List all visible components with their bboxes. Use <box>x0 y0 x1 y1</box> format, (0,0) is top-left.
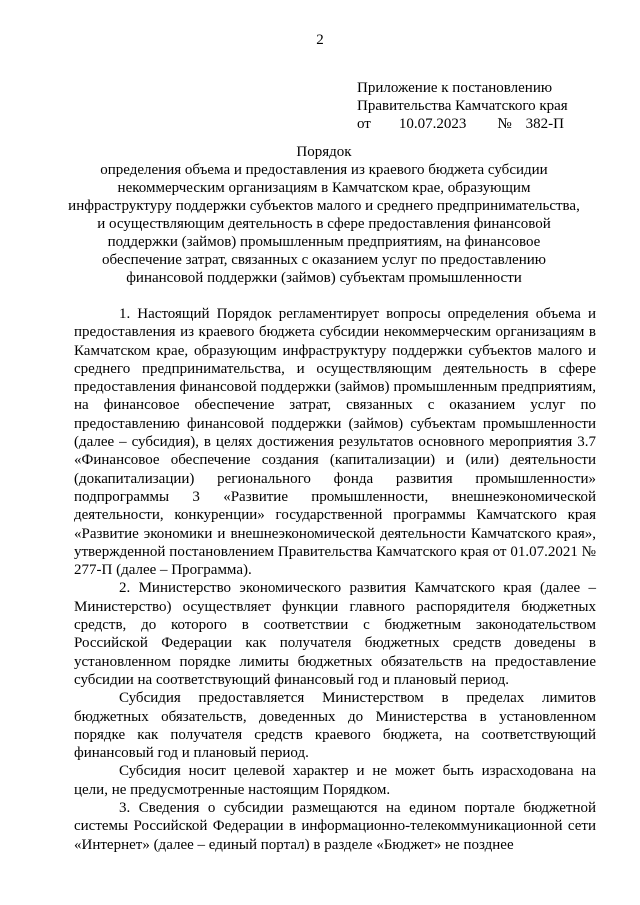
appendix-number-sign: № <box>497 116 512 132</box>
paragraph-2-subsidy-purpose: Субсидия носит целевой характер и не может быть израсходована на цели, не предусмотренные настоящим Порядком. <box>74 763 596 798</box>
appendix-from-label: от <box>357 116 371 132</box>
title-line: обеспечение затрат, связанных с оказанием услуг по предоставлению <box>102 252 546 268</box>
title-line: определения объема и предоставления из краевого бюджета субсидии <box>100 162 548 178</box>
paragraph-2-subsidy-limits: Субсидия предоставляется Министерством в пределах лимитов бюджетных обязательств, доведенных до Министерства в установленном порядке как получателя средств краевого бюджета, на соответствующий финансовый год и плановый период. <box>74 690 596 762</box>
paragraph-3: 3. Сведения о субсидии размещаются на едином портале бюджетной системы Российской Федерации в информационно-телекоммуникационной сети «Интернет» (далее – единый портал) в разделе «Бюджет» не позднее <box>74 800 596 853</box>
title-line: некоммерческим организациям в Камчатском крае, образующим <box>117 180 531 196</box>
appendix-number: 382-П <box>525 116 564 132</box>
appendix-header <box>357 79 607 133</box>
title-heading: Порядок <box>296 144 352 160</box>
paragraph-2: 2. Министерство экономического развития Камчатского края (далее – Министерство) осуществляет функции главного распорядителя бюджетных средств, до которого в соответствии с бюджетным законодательством Российской Федерации как получателя бюджетных средств доведены в установленном порядке лимиты бюджетных обязательств на предоставление субсидии на соответствующий финансовый год и плановый период. <box>74 580 596 688</box>
document-title <box>60 143 588 287</box>
document-body <box>74 305 596 854</box>
title-line: поддержки (займов) промышленным предприятиям, на финансовое <box>107 234 541 250</box>
title-line: и осуществляющим деятельность в сфере предоставления финансовой <box>97 216 551 232</box>
page-number: 2 <box>316 32 324 48</box>
appendix-date-line <box>357 115 607 133</box>
title-line: инфраструктуру поддержки субъектов малого и среднего предпринимательства, <box>68 198 580 214</box>
appendix-date: 10.07.2023 <box>398 116 467 132</box>
appendix-line-1: Приложение к постановлению <box>357 80 553 96</box>
paragraph-1: 1. Настоящий Порядок регламентирует вопросы определения объема и предоставления из краевого бюджета субсидии некоммерческим организациям в Камчатском крае, образующим инфраструктуру поддержки субъектов малого и среднего предпринимательства, и осуществляющим деятельность в сфере предоставления финансовой поддержки (займов) промышленным предприятиям, на финансовое обеспечение затрат, связанных с оказанием услуг по предоставлению финансовой поддержки (займов) субъектам промышленности (далее – субсидия), в целях достижения результатов основного мероприятия 3.7 «Финансовое обеспечение создания (капитализации) и (или) деятельности (докапитализации) регионального фонда развития промышленности» подпрограммы 3 «Развитие промышленности, внешнеэкономической деятельности, конкуренции» государственной программы Камчатского края «Развитие экономики и внешнеэкономической деятельности Камчатского края», утвержденной постановлением Правительства Камчатского края от 01.07.2021 № 277-П (далее – Программа). <box>74 306 596 579</box>
appendix-line-2: Правительства Камчатского края <box>357 98 568 114</box>
title-line: финансовой поддержки (займов) субъектам промышленности <box>126 270 522 286</box>
